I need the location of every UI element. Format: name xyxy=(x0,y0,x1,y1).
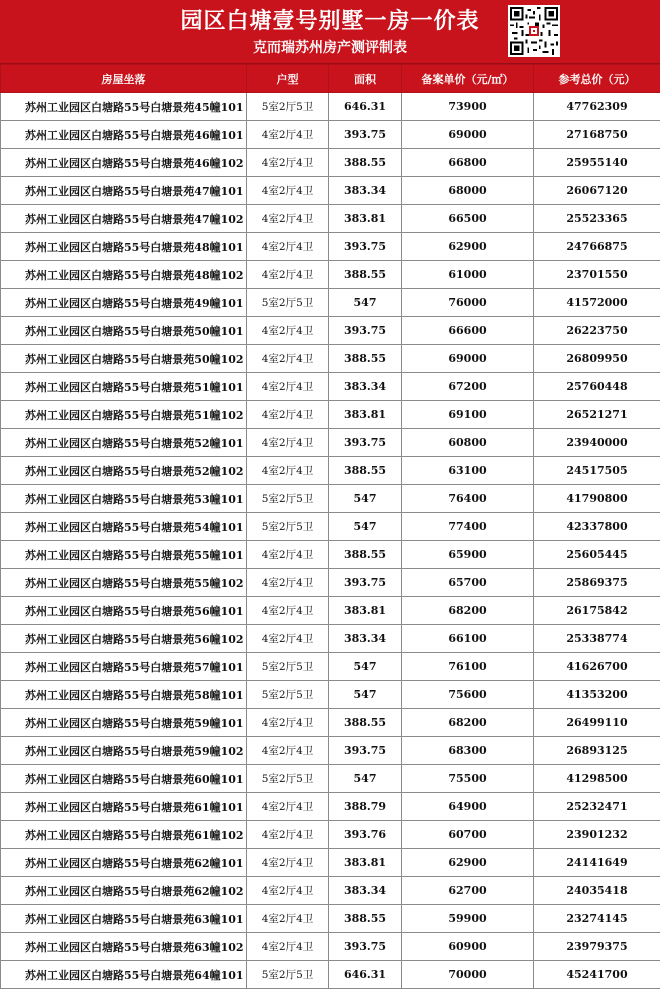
table-row xyxy=(1,905,660,933)
column-header-area: 面积 xyxy=(329,65,402,93)
cell-total-price: 23940000 xyxy=(534,429,660,457)
cell-unit-price: 75500 xyxy=(402,765,534,793)
cell-area: 393.75 xyxy=(329,429,402,457)
table-row xyxy=(1,793,660,821)
cell-layout: 4室2厅4卫 xyxy=(247,849,329,877)
cell-total-price: 26809950 xyxy=(534,345,660,373)
cell-unit-price: 77400 xyxy=(402,513,534,541)
cell-total-price: 41353200 xyxy=(534,681,660,709)
table-row xyxy=(1,541,660,569)
cell-address: 苏州工业园区白塘路55号白塘景苑59幢102 xyxy=(1,737,247,765)
table-row xyxy=(1,569,660,597)
cell-unit-price: 66600 xyxy=(402,317,534,345)
cell-unit-price: 62900 xyxy=(402,233,534,261)
cell-address: 苏州工业园区白塘路55号白塘景苑56幢101 xyxy=(1,597,247,625)
cell-total-price: 23274145 xyxy=(534,905,660,933)
cell-unit-price: 60800 xyxy=(402,429,534,457)
cell-total-price: 25760448 xyxy=(534,373,660,401)
cell-unit-price: 76400 xyxy=(402,485,534,513)
cell-address: 苏州工业园区白塘路55号白塘景苑61幢101 xyxy=(1,793,247,821)
cell-total-price: 24517505 xyxy=(534,457,660,485)
table-row xyxy=(1,401,660,429)
cell-area: 383.34 xyxy=(329,877,402,905)
page-subtitle: 克而瑞苏州房产测评制表 xyxy=(253,40,407,56)
cell-unit-price: 62700 xyxy=(402,877,534,905)
table-row xyxy=(1,597,660,625)
cell-layout: 4室2厅4卫 xyxy=(247,541,329,569)
cell-total-price: 23979375 xyxy=(534,933,660,961)
table-row xyxy=(1,653,660,681)
cell-area: 547 xyxy=(329,765,402,793)
column-header-total-price: 参考总价（元） xyxy=(534,65,660,93)
cell-address: 苏州工业园区白塘路55号白塘景苑52幢102 xyxy=(1,457,247,485)
cell-area: 383.81 xyxy=(329,401,402,429)
cell-layout: 4室2厅4卫 xyxy=(247,821,329,849)
cell-address: 苏州工业园区白塘路55号白塘景苑57幢101 xyxy=(1,653,247,681)
cell-area: 646.31 xyxy=(329,93,402,121)
table-row xyxy=(1,513,660,541)
column-header-layout: 户型 xyxy=(247,65,329,93)
cell-layout: 4室2厅4卫 xyxy=(247,317,329,345)
table-row xyxy=(1,429,660,457)
page-header xyxy=(0,0,660,64)
cell-address: 苏州工业园区白塘路55号白塘景苑64幢101 xyxy=(1,961,247,989)
cell-area: 547 xyxy=(329,681,402,709)
cell-address: 苏州工业园区白塘路55号白塘景苑47幢101 xyxy=(1,177,247,205)
table-body xyxy=(1,93,660,989)
cell-area: 393.76 xyxy=(329,821,402,849)
cell-layout: 4室2厅4卫 xyxy=(247,457,329,485)
cell-layout: 4室2厅4卫 xyxy=(247,933,329,961)
cell-layout: 4室2厅4卫 xyxy=(247,737,329,765)
cell-total-price: 47762309 xyxy=(534,93,660,121)
cell-area: 388.55 xyxy=(329,905,402,933)
cell-area: 547 xyxy=(329,485,402,513)
table-row xyxy=(1,737,660,765)
table-row xyxy=(1,457,660,485)
cell-total-price: 42337800 xyxy=(534,513,660,541)
cell-area: 393.75 xyxy=(329,121,402,149)
cell-layout: 4室2厅4卫 xyxy=(247,261,329,289)
cell-address: 苏州工业园区白塘路55号白塘景苑60幢101 xyxy=(1,765,247,793)
cell-unit-price: 66800 xyxy=(402,149,534,177)
cell-unit-price: 63100 xyxy=(402,457,534,485)
cell-address: 苏州工业园区白塘路55号白塘景苑59幢101 xyxy=(1,709,247,737)
cell-area: 393.75 xyxy=(329,569,402,597)
cell-total-price: 26893125 xyxy=(534,737,660,765)
table-row xyxy=(1,681,660,709)
table-row xyxy=(1,821,660,849)
cell-layout: 5室2厅5卫 xyxy=(247,289,329,317)
cell-unit-price: 64900 xyxy=(402,793,534,821)
cell-layout: 4室2厅4卫 xyxy=(247,149,329,177)
cell-area: 393.75 xyxy=(329,233,402,261)
cell-address: 苏州工业园区白塘路55号白塘景苑63幢101 xyxy=(1,905,247,933)
cell-unit-price: 65900 xyxy=(402,541,534,569)
cell-layout: 4室2厅4卫 xyxy=(247,625,329,653)
cell-unit-price: 60900 xyxy=(402,933,534,961)
cell-total-price: 25523365 xyxy=(534,205,660,233)
cell-area: 383.81 xyxy=(329,849,402,877)
cell-area: 383.34 xyxy=(329,625,402,653)
table-row xyxy=(1,93,660,121)
cell-area: 383.81 xyxy=(329,597,402,625)
cell-unit-price: 65700 xyxy=(402,569,534,597)
table-row xyxy=(1,261,660,289)
cell-layout: 5室2厅5卫 xyxy=(247,961,329,989)
cell-unit-price: 69000 xyxy=(402,121,534,149)
cell-layout: 5室2厅5卫 xyxy=(247,93,329,121)
cell-address: 苏州工业园区白塘路55号白塘景苑49幢101 xyxy=(1,289,247,317)
cell-total-price: 26521271 xyxy=(534,401,660,429)
table-row xyxy=(1,233,660,261)
table-row xyxy=(1,625,660,653)
cell-layout: 5室2厅5卫 xyxy=(247,681,329,709)
cell-address: 苏州工业园区白塘路55号白塘景苑56幢102 xyxy=(1,625,247,653)
cell-layout: 5室2厅5卫 xyxy=(247,653,329,681)
cell-address: 苏州工业园区白塘路55号白塘景苑46幢101 xyxy=(1,121,247,149)
cell-address: 苏州工业园区白塘路55号白塘景苑52幢101 xyxy=(1,429,247,457)
cell-address: 苏州工业园区白塘路55号白塘景苑62幢101 xyxy=(1,849,247,877)
cell-address: 苏州工业园区白塘路55号白塘景苑58幢101 xyxy=(1,681,247,709)
cell-unit-price: 68300 xyxy=(402,737,534,765)
cell-total-price: 41572000 xyxy=(534,289,660,317)
cell-unit-price: 66100 xyxy=(402,625,534,653)
cell-total-price: 25955140 xyxy=(534,149,660,177)
table-row xyxy=(1,149,660,177)
cell-area: 383.34 xyxy=(329,177,402,205)
table-row xyxy=(1,933,660,961)
cell-address: 苏州工业园区白塘路55号白塘景苑45幢101 xyxy=(1,93,247,121)
cell-unit-price: 73900 xyxy=(402,93,534,121)
qr-code-icon[interactable] xyxy=(508,5,560,57)
cell-total-price: 26223750 xyxy=(534,317,660,345)
cell-total-price: 23701550 xyxy=(534,261,660,289)
cell-area: 388.55 xyxy=(329,709,402,737)
cell-address: 苏州工业园区白塘路55号白塘景苑51幢101 xyxy=(1,373,247,401)
cell-address: 苏州工业园区白塘路55号白塘景苑55幢102 xyxy=(1,569,247,597)
cell-area: 388.55 xyxy=(329,149,402,177)
cell-total-price: 24141649 xyxy=(534,849,660,877)
cell-total-price: 45241700 xyxy=(534,961,660,989)
cell-address: 苏州工业园区白塘路55号白塘景苑55幢101 xyxy=(1,541,247,569)
cell-total-price: 26499110 xyxy=(534,709,660,737)
cell-total-price: 41790800 xyxy=(534,485,660,513)
table-row xyxy=(1,121,660,149)
cell-layout: 4室2厅4卫 xyxy=(247,205,329,233)
table-row xyxy=(1,317,660,345)
column-header-unit-price: 备案单价（元/㎡） xyxy=(402,65,534,93)
cell-layout: 4室2厅4卫 xyxy=(247,373,329,401)
table-header-row xyxy=(1,65,660,93)
price-table xyxy=(0,64,660,989)
cell-unit-price: 69100 xyxy=(402,401,534,429)
cell-unit-price: 67200 xyxy=(402,373,534,401)
cell-address: 苏州工业园区白塘路55号白塘景苑62幢102 xyxy=(1,877,247,905)
cell-layout: 4室2厅4卫 xyxy=(247,709,329,737)
cell-unit-price: 68200 xyxy=(402,709,534,737)
cell-area: 547 xyxy=(329,289,402,317)
cell-area: 383.81 xyxy=(329,205,402,233)
table-row xyxy=(1,709,660,737)
cell-layout: 4室2厅4卫 xyxy=(247,793,329,821)
table-row xyxy=(1,765,660,793)
cell-total-price: 41626700 xyxy=(534,653,660,681)
cell-area: 393.75 xyxy=(329,737,402,765)
cell-address: 苏州工业园区白塘路55号白塘景苑53幢101 xyxy=(1,485,247,513)
cell-address: 苏州工业园区白塘路55号白塘景苑54幢101 xyxy=(1,513,247,541)
cell-unit-price: 76000 xyxy=(402,289,534,317)
cell-address: 苏州工业园区白塘路55号白塘景苑48幢102 xyxy=(1,261,247,289)
cell-layout: 4室2厅4卫 xyxy=(247,121,329,149)
cell-total-price: 26067120 xyxy=(534,177,660,205)
cell-address: 苏州工业园区白塘路55号白塘景苑51幢102 xyxy=(1,401,247,429)
cell-total-price: 41298500 xyxy=(534,765,660,793)
cell-area: 388.55 xyxy=(329,457,402,485)
cell-unit-price: 59900 xyxy=(402,905,534,933)
cell-address: 苏州工业园区白塘路55号白塘景苑50幢102 xyxy=(1,345,247,373)
cell-total-price: 25869375 xyxy=(534,569,660,597)
cell-unit-price: 60700 xyxy=(402,821,534,849)
cell-layout: 4室2厅4卫 xyxy=(247,345,329,373)
cell-area: 646.31 xyxy=(329,961,402,989)
cell-area: 388.55 xyxy=(329,345,402,373)
cell-address: 苏州工业园区白塘路55号白塘景苑48幢101 xyxy=(1,233,247,261)
cell-total-price: 27168750 xyxy=(534,121,660,149)
cell-unit-price: 66500 xyxy=(402,205,534,233)
cell-address: 苏州工业园区白塘路55号白塘景苑61幢102 xyxy=(1,821,247,849)
cell-area: 547 xyxy=(329,653,402,681)
cell-total-price: 25232471 xyxy=(534,793,660,821)
cell-total-price: 23901232 xyxy=(534,821,660,849)
cell-layout: 4室2厅4卫 xyxy=(247,905,329,933)
cell-layout: 5室2厅5卫 xyxy=(247,485,329,513)
table-row xyxy=(1,849,660,877)
cell-layout: 4室2厅4卫 xyxy=(247,401,329,429)
page-title: 园区白塘壹号别墅一房一价表 xyxy=(180,8,480,34)
table-row xyxy=(1,205,660,233)
cell-layout: 5室2厅5卫 xyxy=(247,765,329,793)
cell-area: 388.55 xyxy=(329,541,402,569)
cell-area: 393.75 xyxy=(329,317,402,345)
cell-layout: 4室2厅4卫 xyxy=(247,233,329,261)
cell-unit-price: 62900 xyxy=(402,849,534,877)
table-header xyxy=(1,65,660,93)
table-row xyxy=(1,961,660,989)
cell-layout: 4室2厅4卫 xyxy=(247,177,329,205)
cell-layout: 4室2厅4卫 xyxy=(247,429,329,457)
cell-total-price: 24035418 xyxy=(534,877,660,905)
cell-total-price: 24766875 xyxy=(534,233,660,261)
cell-address: 苏州工业园区白塘路55号白塘景苑50幢101 xyxy=(1,317,247,345)
table-row xyxy=(1,877,660,905)
cell-unit-price: 76100 xyxy=(402,653,534,681)
cell-address: 苏州工业园区白塘路55号白塘景苑63幢102 xyxy=(1,933,247,961)
table-row xyxy=(1,373,660,401)
cell-unit-price: 68000 xyxy=(402,177,534,205)
cell-layout: 5室2厅5卫 xyxy=(247,513,329,541)
cell-layout: 4室2厅4卫 xyxy=(247,877,329,905)
cell-area: 388.79 xyxy=(329,793,402,821)
cell-layout: 4室2厅4卫 xyxy=(247,597,329,625)
column-header-address: 房屋坐落 xyxy=(1,65,247,93)
cell-area: 393.75 xyxy=(329,933,402,961)
cell-total-price: 25605445 xyxy=(534,541,660,569)
cell-unit-price: 75600 xyxy=(402,681,534,709)
cell-unit-price: 69000 xyxy=(402,345,534,373)
cell-total-price: 25338774 xyxy=(534,625,660,653)
table-row xyxy=(1,177,660,205)
cell-layout: 4室2厅4卫 xyxy=(247,569,329,597)
cell-unit-price: 61000 xyxy=(402,261,534,289)
table-row xyxy=(1,485,660,513)
cell-address: 苏州工业园区白塘路55号白塘景苑46幢102 xyxy=(1,149,247,177)
table-row xyxy=(1,345,660,373)
cell-unit-price: 70000 xyxy=(402,961,534,989)
cell-area: 383.34 xyxy=(329,373,402,401)
cell-total-price: 26175842 xyxy=(534,597,660,625)
table-row xyxy=(1,289,660,317)
cell-address: 苏州工业园区白塘路55号白塘景苑47幢102 xyxy=(1,205,247,233)
cell-unit-price: 68200 xyxy=(402,597,534,625)
cell-area: 547 xyxy=(329,513,402,541)
cell-area: 388.55 xyxy=(329,261,402,289)
